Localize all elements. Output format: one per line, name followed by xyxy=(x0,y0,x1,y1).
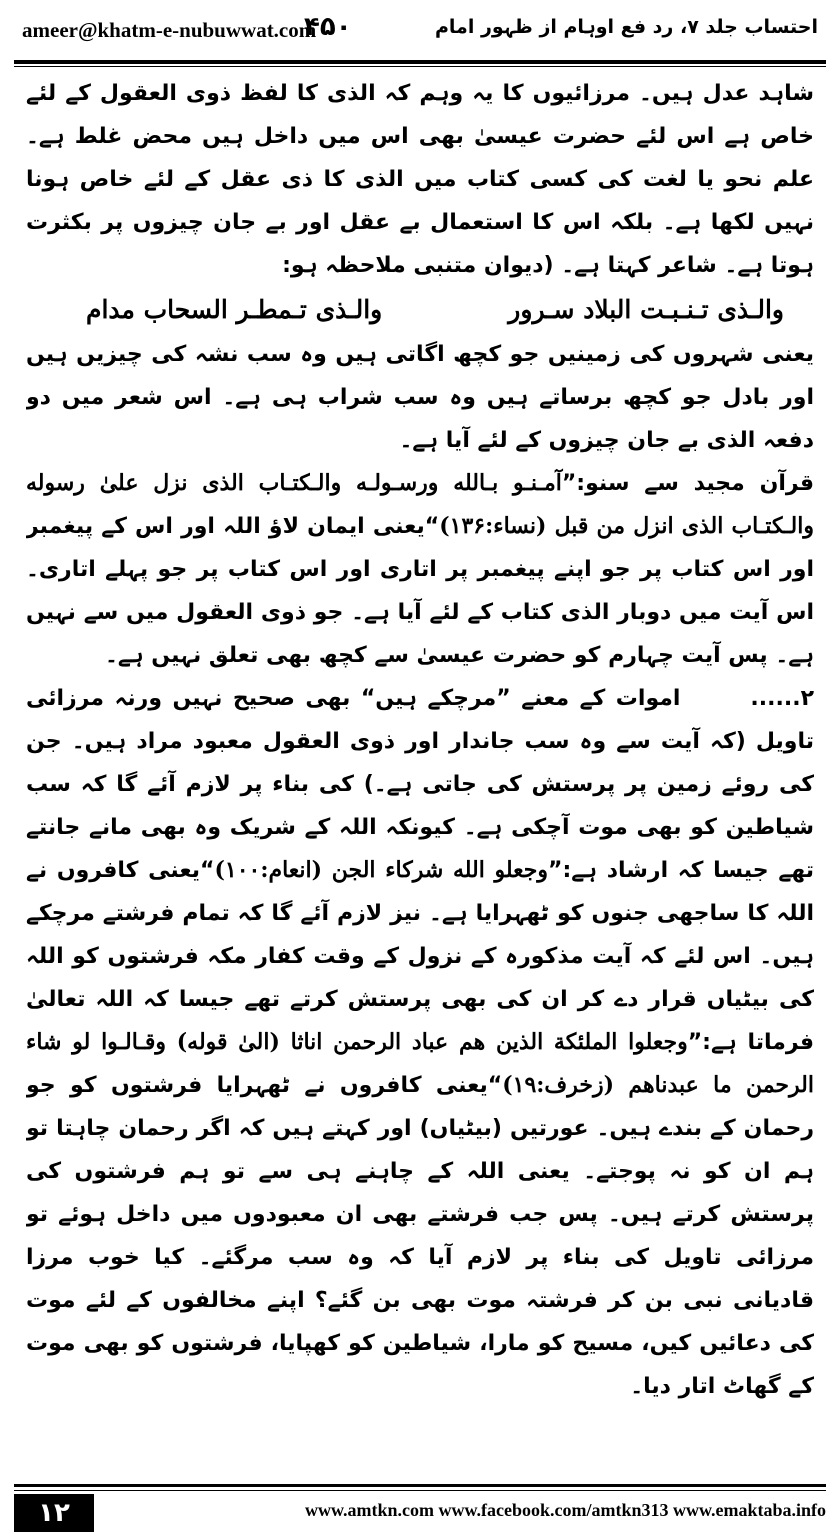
paragraph-3 xyxy=(26,462,814,677)
quran-ref-zukhruf: (زخرف:۱۹) xyxy=(502,1072,614,1098)
paragraph-4-c: “یعنی کافروں نے ٹھہرایا فرشتوں کو جو رحمان کے بندے ہیں۔ عورتیں (بیٹیاں) اور کہتے ہیں کہ اگر رحمان چاہتا تو ہم ان کو نہ پوجتے۔ یعنی اللہ کے چاہنے ہی سے تو ہم فرشتوں کی پرستش کرتے ہیں۔ پس جب فرشتے بھی ان معبودوں میں داخل ہوئے تو مرزائی تاویل کی بناء پر لازم آیا کہ وہ سب مرگئے۔ کیا خوب مرزا قادیانی نبی بن کر فرشتہ موت بھی بن گئے؟ اپنے مخالفوں کے لئے موت کی دعائیں کیں، مسیح کو مارا، شیاطین کو کھپایا، فرشتوں کو بھی موت کے گھاٹ اتار دیا۔ xyxy=(26,1073,814,1399)
quran-verse-zukhruf: وجعلوا الملئكة الذين هم عباد الرحمن اناثا (الىٰ قوله) وقـالـوا لو شاء الرحمن ما عبدناهم xyxy=(26,1029,814,1098)
footer-rule-thin xyxy=(14,1490,826,1491)
paragraph-4-b: “یعنی کافروں نے اللہ کا ساجھی جنوں کو ٹھہرایا ہے۔ نیز لازم آئے گا کہ تمام فرشتے مرچکے ہیں۔ اس لئے کہ آیت مذکورہ کے نزول کے وقت کفار مکہ فرشتوں کو اللہ کی بیٹیاں قرار دے کر ان کی بھی پرستش کرتے تھے جیسا کہ اللہ تعالیٰ فرماتا ہے:” xyxy=(26,858,814,1055)
poetry-verse xyxy=(26,287,814,333)
header-rule-thin xyxy=(14,66,826,67)
footer-page-number: ۱۲ xyxy=(14,1494,94,1532)
footer-rule-thick xyxy=(14,1484,826,1487)
quran-ref-nisa: (نساء:۱۳۶) xyxy=(439,513,547,539)
verse-left-half: والـذی تـمطـر السحاب مدام xyxy=(86,295,383,324)
quran-ref-anam: (انعام:۱۰۰) xyxy=(214,857,323,883)
paragraph-4-a: اموات کے معنے ”مرچکے ہیں“ بھی صحیح نہیں ورنہ مرزائی تاویل (کہ آیت سے وہ سب جاندار اور ذوی العقول معبود مراد ہیں۔ جن کی روئے زمین پر پرستش کی جاتی ہے۔) کی بناء پر لازم آئے گا کہ سب شیاطین کو بھی موت آچکی ہے۔ کیونکہ اللہ کے شریک وہ بھی مانے جانتے تھے جیسا کہ ارشاد ہے:” xyxy=(26,686,814,883)
verse-right-half: والـذی تـنـبـت البلاد سـرور xyxy=(508,295,784,324)
paragraph-1: شاہد عدل ہیں۔ مرزائیوں کا یہ وہم کہ الذی کا لفظ ذوی العقول کے لئے خاص ہے اس لئے حضرت عیسیٰ بھی اس میں داخل ہیں محض غلط ہے۔ علم نحو یا لغت کی کسی کتاب میں الذی کا ذی عقل کے لئے خاص ہونا نہیں لکھا ہے۔ بلکہ اس کا استعمال بے عقل اور بے جان چیزوں پر بکثرت ہوتا ہے۔ شاعر کہتا ہے۔ (دیوان متنبی ملاحظہ ہو: xyxy=(26,81,814,278)
footer-website-links: www.amtkn.com www.facebook.com/amtkn313 www.emaktaba.info xyxy=(305,1500,826,1520)
header-email: ameer@khatm-e-nubuwwat.com xyxy=(22,18,317,42)
quran-verse-anam: وجعلو الله شركاء الجن xyxy=(331,857,549,883)
paragraph-2: یعنی شہروں کی زمینیں جو کچھ اگاتی ہیں وہ سب نشہ کی چیزیں ہیں اور بادل جو کچھ برساتے ہیں وہ سب شراب ہی ہے۔ اس شعر میں دو دفعہ الذی بے جان چیزوں کے لئے آیا ہے۔ xyxy=(26,342,814,453)
quran-verse-nisa: آمـنـو بـالله ورسـولـه والـكتـاب الذى نزل علىٰ رسوله والـكتـاب الذى انزل من قبل xyxy=(26,470,814,539)
quran-lead: قرآن مجید سے سنو:” xyxy=(561,471,814,496)
header-page-number: ۴۵۰ xyxy=(304,12,352,42)
header-book-title: احتساب جلد ۷، رد فع اوہام از ظہور امام xyxy=(435,16,818,38)
paragraph-3-rest: “یعنی ایمان لاؤ اللہ اور اس کے پیغمبر اور اس کتاب پر جو اپنے پیغمبر پر اتاری اور اس کتاب پر جو پہلے اتاری۔ اس آیت میں دوبار الذی کتاب کے لئے آیا ہے۔ جو ذوی العقول میں سے نہیں ہے۔ پس آیت چہارم کو حضرت عیسیٰ سے کچھ بھی تعلق نہیں ہے۔ xyxy=(26,514,814,668)
header-rule-thick xyxy=(14,60,826,64)
paragraph-4 xyxy=(26,677,814,1408)
page-body xyxy=(26,72,814,1460)
section-number: ۲...... xyxy=(750,686,814,711)
page-header xyxy=(14,10,826,56)
